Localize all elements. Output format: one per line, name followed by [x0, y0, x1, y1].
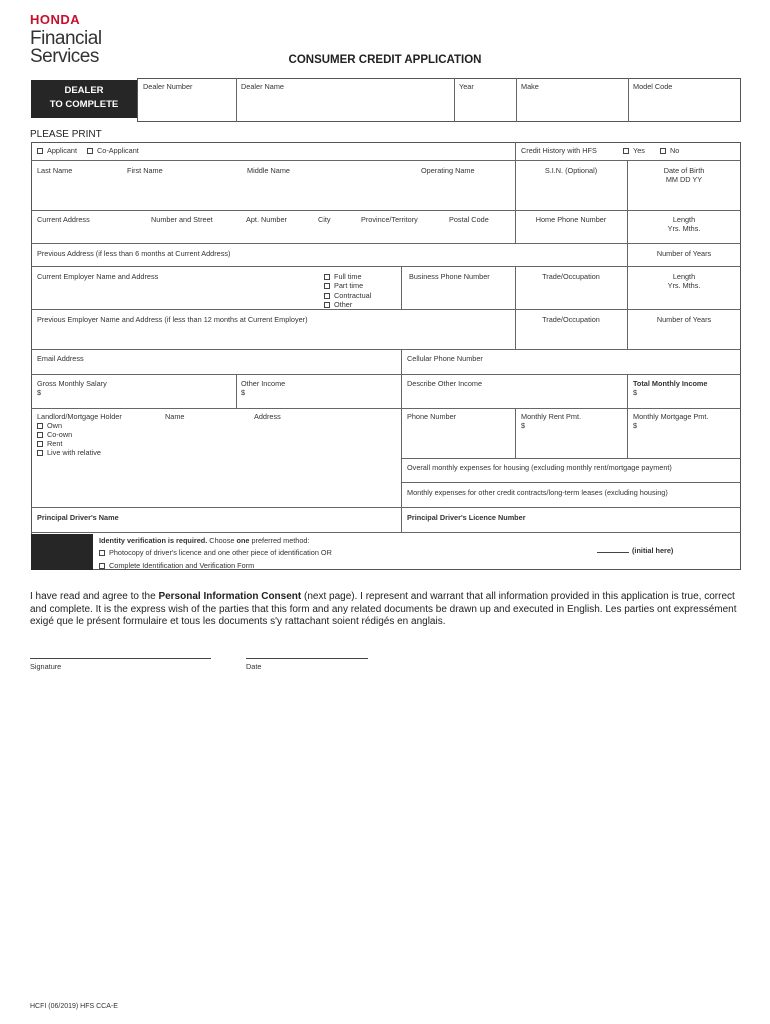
total-monthly-income-field[interactable]: [633, 379, 707, 397]
currency-symbol: $: [633, 388, 638, 397]
full-time-checkbox[interactable]: [324, 272, 371, 281]
trade-occupation-field[interactable]: Trade/Occupation: [542, 272, 600, 281]
checkbox-icon: [99, 563, 105, 569]
currency-symbol: $: [521, 421, 526, 430]
checkbox-icon: [87, 148, 93, 154]
row-divider: [31, 507, 741, 508]
consent-post: (next page). I represent and warrant that all information provided in this application is true, correct and complete. It is the express wish of the parties that this form and any related documents be drawn up and executed in English. Les parties ont expressément exigé que le présent formulaire et tous les documents s'y rattachant soient rédigés en anglais.: [30, 591, 737, 627]
contractual-label: Contractual: [334, 290, 372, 300]
dob-format: MM DD YY: [665, 175, 703, 184]
business-phone-field[interactable]: Business Phone Number: [409, 272, 490, 281]
city-field[interactable]: City: [318, 215, 331, 224]
applicant-checkbox[interactable]: [37, 146, 77, 155]
length-units: Yrs. Mths.: [667, 281, 701, 290]
employment-type-group: [324, 272, 371, 309]
part-time-label: Part time: [334, 281, 364, 291]
currency-symbol: $: [37, 388, 42, 397]
checkbox-icon: [37, 423, 43, 429]
checkbox-icon: [37, 148, 43, 154]
applicant-label: Applicant: [47, 146, 78, 155]
last-name-field[interactable]: Last Name: [37, 166, 73, 175]
row-divider: [31, 160, 741, 161]
landlord-label: Landlord/Mortgage Holder: [37, 412, 122, 421]
monthly-mortgage-field[interactable]: [633, 412, 708, 430]
date-label: Date: [246, 662, 262, 671]
monthly-rent-label: Monthly Rent Pmt.: [521, 412, 582, 421]
checkbox-icon: [37, 450, 43, 456]
operating-name-field[interactable]: Operating Name: [421, 166, 475, 175]
previous-employer-field[interactable]: Previous Employer Name and Address (if less than 12 months at Current Employer): [37, 315, 308, 324]
checkbox-icon: [660, 148, 666, 154]
employment-length-field[interactable]: [627, 272, 741, 290]
divider: [236, 78, 237, 122]
full-time-label: Full time: [334, 272, 362, 281]
monthly-mortgage-label: Monthly Mortgage Pmt.: [633, 412, 709, 421]
monthly-rent-field[interactable]: [521, 412, 581, 430]
no-label: No: [670, 146, 680, 155]
apt-number-field[interactable]: Apt. Number: [246, 215, 287, 224]
co-applicant-checkbox[interactable]: [87, 146, 139, 155]
sin-field[interactable]: S.I.N. (Optional): [544, 166, 598, 175]
landlord-phone-field[interactable]: Phone Number: [407, 412, 457, 421]
dealer-number-field[interactable]: Dealer Number: [143, 82, 193, 91]
row-divider: [31, 532, 741, 533]
dealer-name-field[interactable]: Dealer Name: [241, 82, 284, 91]
signature-label: Signature: [30, 662, 62, 671]
divider: [401, 507, 402, 532]
own-checkbox[interactable]: [37, 421, 122, 430]
rent-checkbox[interactable]: [37, 439, 122, 448]
page-title: CONSUMER CREDIT APPLICATION: [288, 54, 482, 66]
date-line[interactable]: [246, 658, 368, 659]
identity-intro: [99, 536, 310, 545]
logo-line-1: Financial: [30, 28, 102, 49]
initial-line[interactable]: [597, 552, 629, 553]
current-address-label: Current Address: [37, 215, 90, 224]
landlord-name-field[interactable]: Name: [165, 412, 185, 421]
year-field[interactable]: Year: [459, 82, 474, 91]
credit-history-yes-checkbox[interactable]: [623, 146, 645, 155]
co-own-checkbox[interactable]: [37, 430, 122, 439]
yes-label: Yes: [633, 146, 645, 155]
landlord-address-field[interactable]: Address: [254, 412, 281, 421]
applicant-form-box: [31, 142, 741, 570]
length-units: Yrs. Mths.: [667, 224, 701, 233]
current-employer-field[interactable]: Current Employer Name and Address: [37, 272, 159, 281]
signature-line[interactable]: [30, 658, 211, 659]
honda-logo: HONDA: [30, 12, 81, 27]
divider: [516, 78, 517, 122]
identity-intro-mid: Choose: [207, 536, 237, 545]
other-income-label: Other Income: [241, 379, 286, 388]
currency-symbol: $: [633, 421, 638, 430]
checkbox-icon: [324, 293, 330, 299]
consent-paragraph: [30, 591, 745, 629]
row-divider: [31, 243, 741, 244]
identity-intro-end: preferred method:: [249, 536, 310, 545]
checkbox-icon: [37, 441, 43, 447]
length-label: Length: [672, 272, 696, 281]
model-code-field[interactable]: Model Code: [633, 82, 673, 91]
gross-salary-label: Gross Monthly Salary: [37, 379, 107, 388]
own-label: Own: [47, 421, 63, 430]
checkbox-icon: [623, 148, 629, 154]
consent-pre: I have read and agree to the: [30, 591, 159, 602]
co-own-label: Co-own: [47, 430, 73, 439]
other-checkbox[interactable]: [324, 300, 371, 309]
divider: [401, 349, 402, 374]
principal-driver-licence-field[interactable]: Principal Driver's Licence Number: [407, 513, 526, 522]
province-field[interactable]: Province/Territory: [361, 215, 418, 224]
row-divider: [31, 266, 741, 267]
row-divider: [31, 349, 741, 350]
please-print-label: PLEASE PRINT: [30, 129, 102, 140]
credit-history-label: Credit History with HFS: [521, 146, 597, 155]
gross-salary-field[interactable]: [37, 379, 107, 397]
length-label: Length: [672, 215, 696, 224]
checkbox-icon: [324, 283, 330, 289]
complete-form-option-label: Complete Identification and Verification Form: [109, 561, 255, 570]
divider: [515, 408, 516, 458]
rent-label: Rent: [47, 439, 63, 448]
total-income-label: Total Monthly Income: [633, 379, 708, 388]
email-field[interactable]: Email Address: [37, 354, 84, 363]
logo-line-2: Services: [30, 46, 99, 67]
complete-form-option-checkbox[interactable]: [99, 561, 254, 570]
live-with-relative-label: Live with relative: [47, 448, 101, 457]
checkbox-icon: [324, 302, 330, 308]
divider: [627, 408, 628, 458]
other-label: Other: [334, 299, 353, 309]
divider: [628, 78, 629, 122]
form-code-footer: HCFI (06/2019) HFS CCA-E: [30, 1003, 118, 1010]
identity-marker-block: [31, 534, 93, 570]
postal-code-field[interactable]: Postal Code: [449, 215, 489, 224]
describe-other-income-field[interactable]: Describe Other Income: [407, 379, 483, 388]
row-divider: [31, 210, 741, 211]
identity-intro-bold: Identity verification is required.: [99, 536, 208, 545]
previous-trade-occupation-field[interactable]: Trade/Occupation: [542, 315, 600, 324]
previous-address-field[interactable]: Previous Address (if less than 6 months at Current Address): [37, 249, 231, 258]
contractual-checkbox[interactable]: [324, 291, 371, 300]
part-time-checkbox[interactable]: [324, 281, 371, 290]
checkbox-icon: [324, 274, 330, 280]
identity-intro-one: one: [236, 536, 250, 545]
credit-history-no-checkbox[interactable]: [660, 146, 679, 155]
home-phone-field[interactable]: Home Phone Number: [535, 215, 607, 224]
divider: [401, 374, 402, 408]
row-divider: [401, 458, 741, 459]
initial-here-label: (initial here): [632, 546, 674, 555]
dob-label: Date of Birth: [663, 166, 705, 175]
dealer-to-complete-badge: [31, 80, 137, 118]
row-divider: [31, 374, 741, 375]
row-divider: [31, 408, 741, 409]
previous-address-years-field[interactable]: Number of Years: [656, 249, 712, 258]
housing-status-group: [37, 412, 122, 457]
personal-information-consent-link[interactable]: Personal Information Consent: [158, 591, 302, 602]
address-length-field[interactable]: [627, 215, 741, 233]
other-income-field[interactable]: [241, 379, 285, 397]
photocopy-option-checkbox[interactable]: [99, 548, 332, 557]
previous-employer-years-field[interactable]: Number of Years: [656, 315, 712, 324]
financial-services-logo: [30, 30, 102, 66]
divider: [454, 78, 455, 122]
row-divider: [401, 482, 741, 483]
number-street-field[interactable]: Number and Street: [151, 215, 213, 224]
divider: [401, 408, 402, 507]
currency-symbol: $: [241, 388, 246, 397]
overall-housing-expenses-field[interactable]: Overall monthly expenses for housing (excluding monthly rent/mortgage payment): [407, 463, 672, 472]
checkbox-icon: [37, 432, 43, 438]
make-field[interactable]: Make: [521, 82, 539, 91]
cell-phone-field[interactable]: Cellular Phone Number: [407, 354, 483, 363]
divider: [515, 142, 516, 160]
row-divider: [31, 309, 741, 310]
other-credit-expenses-field[interactable]: Monthly expenses for other credit contracts/long-term leases (excluding housing): [407, 488, 668, 497]
date-of-birth-field[interactable]: [627, 166, 741, 184]
checkbox-icon: [99, 550, 105, 556]
middle-name-field[interactable]: Middle Name: [247, 166, 290, 175]
live-with-relative-checkbox[interactable]: [37, 448, 122, 457]
co-applicant-label: Co-Applicant: [97, 146, 139, 155]
divider: [236, 374, 237, 408]
first-name-field[interactable]: First Name: [127, 166, 163, 175]
photocopy-option-label: Photocopy of driver's licence and one other piece of identification OR: [109, 548, 332, 557]
principal-driver-name-field[interactable]: Principal Driver's Name: [37, 513, 119, 522]
divider: [401, 266, 402, 309]
dealer-badge-line-2: TO COMPLETE: [49, 99, 119, 110]
divider: [627, 374, 628, 408]
dealer-badge-line-1: DEALER: [64, 85, 104, 96]
